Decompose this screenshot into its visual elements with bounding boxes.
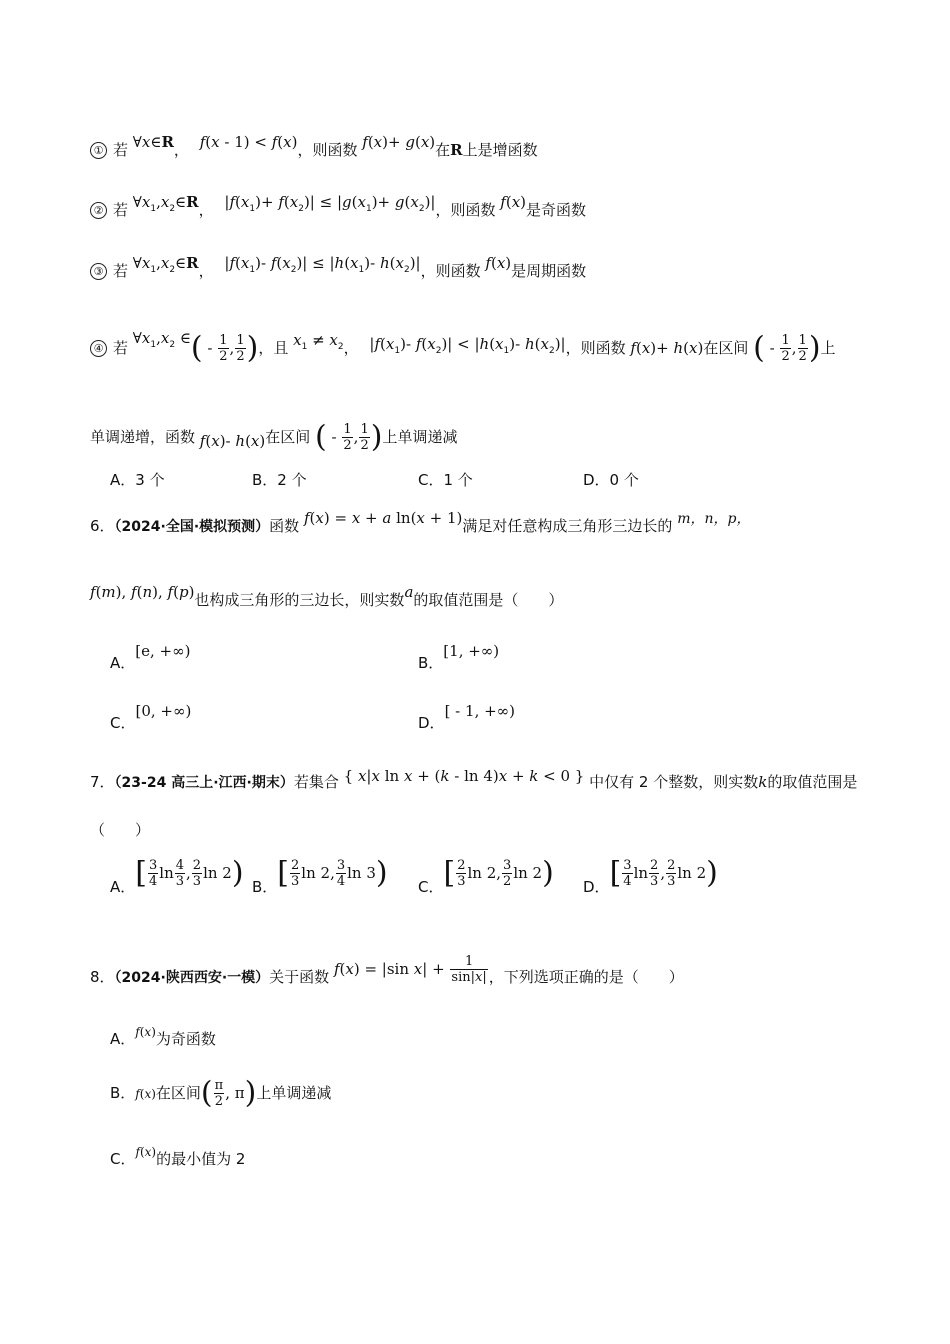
- math-abs-inequality-2: $|f(x_1)+ f(x_2)| \le |g(x_1)+ g(x_2)|$: [224, 193, 436, 214]
- option-q6-a[interactable]: A．[e, +∞): [110, 642, 191, 672]
- option-q8-c[interactable]: C．$^{f(x)}$的最小值为 2: [110, 1145, 246, 1168]
- item-number-2: ②: [90, 202, 107, 219]
- math-f-inequality: f(x - 1) < f(x): [199, 133, 298, 151]
- item-number-1: ①: [90, 142, 107, 159]
- math-abs-inequality-4: $|f(x_1)-$ $f(x_2)| < |h(x_1)-$ $h(x_2)|$: [369, 335, 566, 356]
- math-f-plus-h: f(x)+ h(x): [630, 339, 704, 357]
- option-q7-c[interactable]: C．[ $\frac{2}{3}$ ln 2, $\frac{3}{2}$ ln 2): [418, 855, 554, 896]
- math-f-minus-h: f(x)- h(x): [199, 432, 266, 450]
- math-vars-mnp: m，n，p，: [677, 511, 751, 527]
- option-q7-a[interactable]: A．[ $\frac{3}{4}$ ln $\frac{4}{3}$ , $\frac{2}{3}$ ln 2): [110, 855, 244, 896]
- math-f-plus-g: f(x)+ g(x): [362, 133, 436, 151]
- question-source: （2024·全国·模拟预测）: [114, 519, 270, 535]
- math-x1-x2-interval: $\forall x_1,x_2$ ∈: [132, 329, 191, 350]
- math-forall-x1-x2: $\forall x_1,x_2\in R$: [132, 254, 199, 275]
- option-q5-d[interactable]: D．0 个: [583, 471, 639, 489]
- statement-4: ④ 若 $\forall x_1,x_2$ ∈( - $\frac{1}{2}$ , $\frac{1}{2}$ )，且 $x_1 \ne x_2$， $|f(x_1)-$ $f(x_2)| < |h(x_1)-$ $h(x_2)|$，则函数 f(x)+ h(x)在区间 ( - $\frac{1}{2}$ , $\frac{1}{2}$ )上: [90, 333, 836, 365]
- statement-3: ③ 若 $\forall x_1,x_2\in R$， $|f(x_1)-$ $f(x_2)| \le |h(x_1)-$ $h(x_2)|$，则函数 f(x)是周期函数: [90, 261, 586, 288]
- math-a: a: [404, 583, 414, 601]
- statement-4-continued: 单调递增，函数 f(x)- h(x)在区间 ( - $\frac{1}{2}$ , $\frac{1}{2}$ )上单调递减: [90, 419, 458, 455]
- option-q6-d-value: [ - 1, +∞): [444, 702, 516, 720]
- question-source: （23-24 高三上·江西·期末）: [114, 775, 294, 791]
- item-number-3: ③: [90, 263, 107, 280]
- option-q7-d[interactable]: D．[ $\frac{3}{4}$ ln $\frac{2}{3}$ , $\frac{2}{3}$ ln 2): [583, 855, 718, 896]
- math-f-x: f(x): [500, 193, 527, 211]
- option-q5-b[interactable]: B．2 个: [252, 471, 307, 489]
- question-6-stem-continued: f(m), f(n), f(p)也构成三角形的三边长，则实数a的取值范围是（ ）: [90, 583, 564, 609]
- option-q6-c-value: [0, +∞): [135, 702, 192, 720]
- math-set: { x|x ln x + (k - ln 4)x + k < 0 }: [343, 767, 585, 785]
- option-q6-b[interactable]: B．[1, +∞): [418, 642, 500, 672]
- math-function-definition: f(x) = x + a ln(x + 1): [303, 509, 463, 527]
- math-x1-neq-x2: $x_1 \ne x_2$: [293, 331, 344, 352]
- option-q6-c[interactable]: C．[0, +∞): [110, 702, 192, 732]
- option-q8-a[interactable]: A．$^{f(x)}$为奇函数: [110, 1025, 216, 1048]
- math-fm-fn-fp: f(m), f(n), f(p): [90, 583, 195, 601]
- math-forall-x-in-R: ∀x∈R: [132, 133, 174, 151]
- option-q5-a[interactable]: A．3 个: [110, 471, 165, 489]
- question-source: （2024·陕西西安·一模）: [114, 970, 270, 986]
- statement-1: ① 若 ∀x∈R， f(x - 1) < f(x)，则函数 f(x)+ g(x)在R上是增函数: [90, 140, 538, 160]
- question-6-stem: 6．（2024·全国·模拟预测）函数 f(x) = x + a ln(x + 1)满足对任意构成三角形三边长的 m，n，p，: [90, 509, 751, 535]
- option-q6-a-value: [e, +∞): [135, 642, 191, 660]
- question-8-stem: 8．（2024·陕西西安·一模）关于函数 f(x) = |sin x| + $\frac{1}{\sin|x|}$ ，下列选项正确的是（ ）: [90, 954, 684, 986]
- math-forall-x1-x2: $\forall x_1,x_2\in R$: [132, 193, 199, 214]
- question-7-stem: 7．（23-24 高三上·江西·期末）若集合 { x|x ln x + (k - ln 4)x + k < 0 } 中仅有 2 个整数，则实数k的取值范围是: [90, 767, 858, 791]
- math-abs-inequality-3: $|f(x_1)-$ $f(x_2)| \le |h(x_1)-$ $h(x_2)|$: [224, 254, 421, 275]
- option-q7-b[interactable]: B．[ $\frac{2}{3}$ ln 2, $\frac{3}{4}$ ln 3): [252, 855, 388, 896]
- item-number-4: ④: [90, 340, 107, 357]
- question-7-paren: （ ）: [90, 821, 151, 839]
- statement-2: ② 若 $\forall x_1,x_2\in R$， $|f(x_1)+ f(x_2)| \le |g(x_1)+ g(x_2)|$，则函数 f(x)是奇函数: [90, 200, 586, 227]
- option-q6-b-value: [1, +∞): [443, 642, 500, 660]
- option-q8-b[interactable]: B．f(x)在区间( $\frac{\pi}{2}$ , π)上单调递减: [110, 1075, 332, 1111]
- math-f-x: f(x): [485, 254, 512, 272]
- option-q5-c[interactable]: C．1 个: [418, 471, 473, 489]
- option-q6-d[interactable]: D．[ - 1, +∞): [418, 702, 516, 732]
- math-function-sin: f(x) = |sin x| + $\frac{1}{\sin|x|}$: [333, 954, 487, 985]
